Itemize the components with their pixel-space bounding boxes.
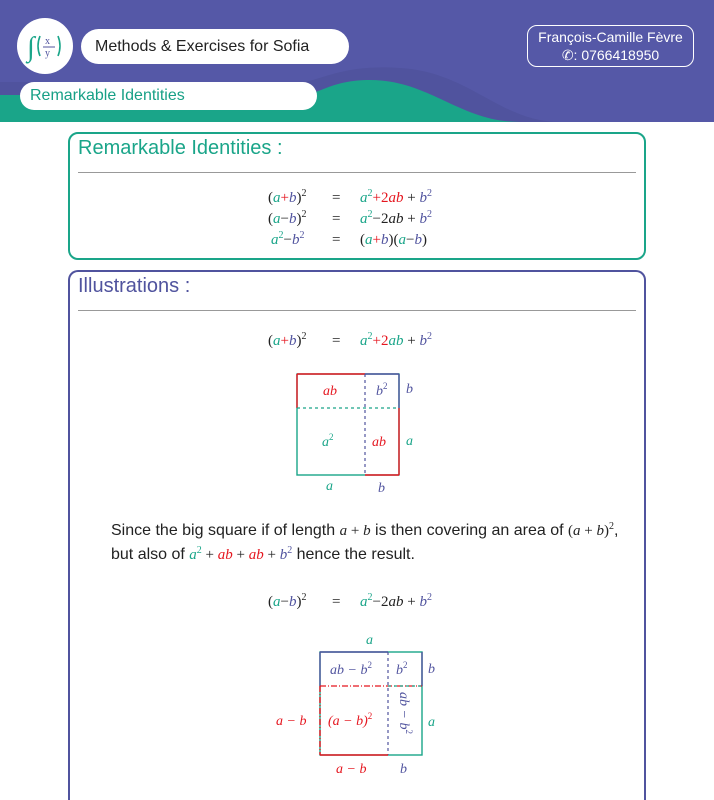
square-diagram-2 [270,628,460,788]
author-contact [527,25,694,67]
para-text-2: is then covering an area of [370,522,569,539]
cell-label-b-squared: $b^2$ [376,381,388,399]
illustration-equation-2: $(a-b)^2$ [268,592,307,610]
logo [17,18,73,74]
side-label-a-right: a [406,434,413,449]
identities-box [68,132,646,260]
para-text-1: Since the big square if of length [111,522,340,539]
cell-label-a-minus-b-squared: $(a - b)^2$ [328,711,373,729]
author-name: François-Camille Fèvre [538,29,683,45]
integral-logo-icon [23,24,67,68]
illustrations-title: Illustrations : [78,275,191,297]
identity-row-2: $(a-b)^2$ [268,209,307,227]
side-label-a-bottom: a [326,479,333,494]
side-label-a-minus-b-bottom: a − b [336,762,367,777]
cell-label-ab-bottom: ab [372,435,386,450]
illustration-equation-1-rhs: $a^2+2ab + b^2$ [360,331,432,349]
equals-sign: = [332,211,341,227]
identity-row-3: $a^2-b^2$ [271,230,305,248]
side-label-a-top: a [366,633,373,648]
cell-label-ab-top: ab [323,384,337,399]
cell-label-a-squared: $a^2$ [322,432,334,450]
phone-icon: ✆ [561,47,574,63]
side-label-b-bottom: b [378,481,385,496]
side-label-a-minus-b-left: a − b [276,714,307,729]
para-text-3: , but also of [111,522,619,563]
equals-sign: = [332,594,341,610]
equals-sign: = [332,232,341,248]
equals-sign: = [332,333,341,349]
phone-number: : 0766418950 [573,47,660,63]
phone-line [528,46,693,64]
explanation-paragraph: Since the big square if of length a + b is then covering an area of $(a + b)^2$, but also of $a^2$ + ab + ab + $b^2$ hence the result. [111,521,619,563]
illustrations-box [68,270,646,800]
title-divider [78,310,636,311]
section-subtitle: Remarkable Identities [20,82,317,110]
cell-label-ab-minus-b2: ab − $b^2$ [330,660,372,678]
illustration-equation-1: $(a+b)^2$ [268,331,307,349]
side-label-b-right: b [428,662,435,677]
svg-text:x: x [45,36,50,47]
title-divider [78,172,636,173]
illustration-equation-2-rhs: $a^2-2ab + b^2$ [360,592,432,610]
cell-label-b-squared: $b^2$ [396,660,408,678]
para-text-4: hence the result. [292,546,415,563]
square-diagram-1 [290,368,430,498]
cell-label-rotated-ab-minus-b2: ab − $b^2$ [396,692,414,734]
side-label-b-right: b [406,382,413,397]
page-header [0,0,714,122]
svg-text:y: y [45,48,50,59]
equals-sign: = [332,190,341,206]
identity-row-2-rhs: $a^2-2ab + b^2$ [360,209,432,227]
identity-row-1: $(a+b)^2$ [268,188,307,206]
side-label-a-right: a [428,715,435,730]
side-label-b-bottom: b [400,762,407,777]
identity-row-1-rhs: $a^2+2ab + b^2$ [360,188,432,206]
svg-text:∫: ∫ [27,32,35,63]
identities-title: Remarkable Identities : [78,137,283,159]
document-title: Methods & Exercises for Sofia [81,29,349,64]
identity-row-3-rhs: (a+b)(a−b) [360,232,427,248]
